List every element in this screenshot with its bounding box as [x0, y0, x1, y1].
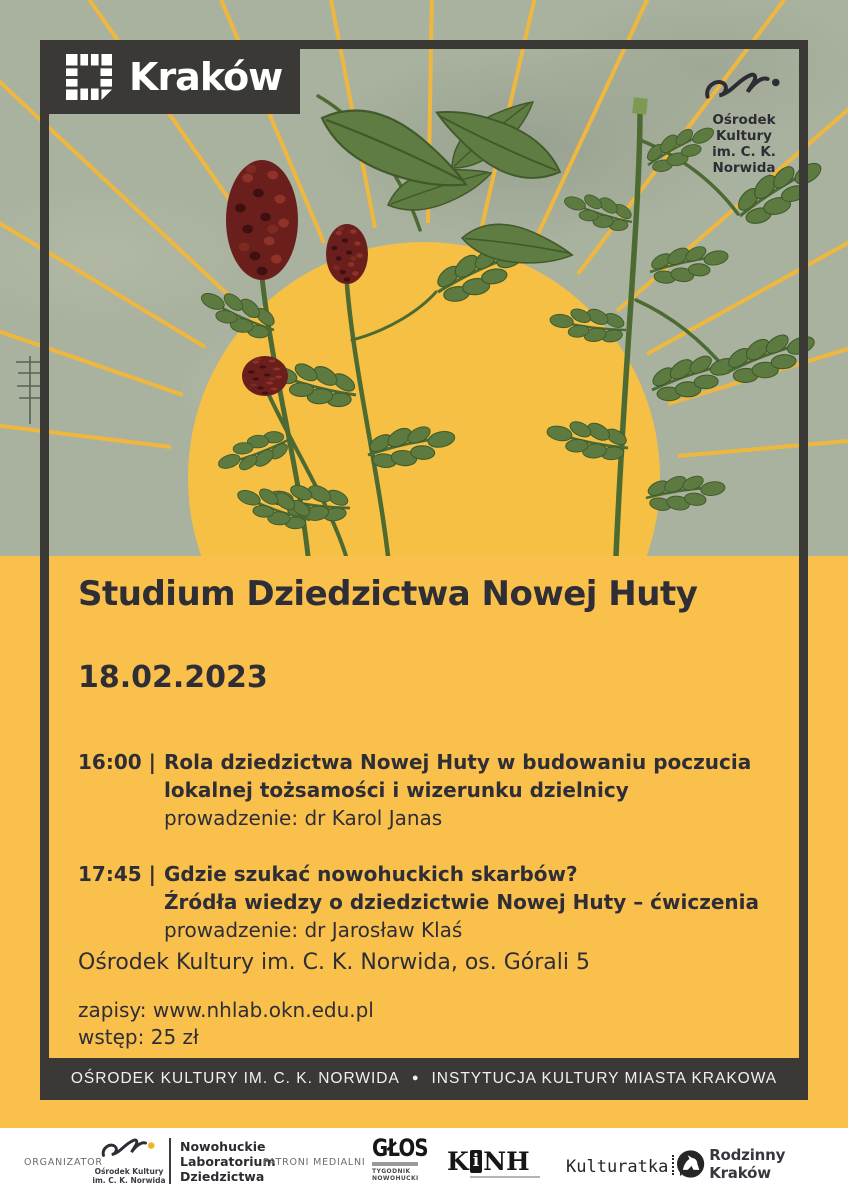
footer-divider [169, 1138, 171, 1184]
okn-footer-line1: Ośrodek Kultury [94, 1167, 164, 1176]
rodzinny-krakow-dragon-icon [676, 1149, 705, 1179]
session-2-time: 17:45 | [78, 862, 156, 886]
session-1-title-line1: Rola dziedzictwa Nowej Huty w budowaniu poczucia [164, 750, 752, 774]
session-2-presenter: prowadzenie: dr Jarosław Klaś [164, 918, 463, 942]
session-2-title-line1: Gdzie szukać nowohuckich skarbów? [164, 862, 578, 886]
kinh-part1: K [447, 1147, 469, 1176]
session-2 [78, 860, 759, 944]
venue-address: Ośrodek Kultury im. C. K. Norwida, os. Górali 5 [78, 950, 590, 975]
krakow-city-logo [40, 40, 300, 114]
kinh-logo [447, 1147, 530, 1176]
nld-line2: Laboratorium [180, 1154, 276, 1169]
session-1-presenter: prowadzenie: dr Karol Janas [164, 806, 443, 830]
glos-logo [372, 1136, 430, 1182]
admission-fee: wstęp: 25 zł [78, 1025, 199, 1049]
session-1-time: 16:00 | [78, 750, 156, 774]
rodzinny-krakow-logo [676, 1146, 848, 1182]
glos-bar [372, 1162, 418, 1166]
media-patrons-label: PATRONI MEDIALNI [263, 1157, 366, 1168]
okn-name-line2: im. C. K. Norwida [712, 144, 776, 176]
nld-line1: Nowohuckie [180, 1139, 266, 1154]
event-date: 18.02.2023 [78, 660, 268, 695]
nld-line3: Dziedzictwa [180, 1169, 265, 1184]
rodzinny-krakow-name: Rodzinny Kraków [709, 1146, 786, 1182]
glos-title: GŁOS [372, 1134, 428, 1162]
okn-footer-logo [92, 1134, 166, 1185]
session-2-title-line2: Źródła wiedzy o dziedzictwie Nowej Huty – ćwiczenia [164, 890, 759, 914]
organizer-label: ORGANIZATOR [24, 1157, 103, 1168]
institution-bar [40, 1058, 808, 1100]
krakow-wordmark: Kraków [129, 55, 283, 99]
kinh-part2: i [470, 1150, 482, 1173]
kinh-subline [470, 1176, 540, 1178]
okn-signature-icon [100, 1134, 158, 1162]
session-1-title-line2: lokalnej tożsamości i wizerunku dzielnicy [164, 778, 629, 802]
okn-signature-icon [701, 66, 787, 106]
institution-bar-right: INSTYTUCJA KULTURY MIASTA KRAKOWA [431, 1070, 778, 1087]
krakow-tile-icon [66, 54, 112, 100]
nowa-huta-buildings-photo [0, 400, 848, 556]
page-title: Studium Dziedzictwa Nowej Huty [78, 574, 698, 614]
nld-logo [180, 1139, 275, 1184]
institution-bar-left: OŚRODEK KULTURY IM. C. K. NORWIDA [70, 1070, 400, 1087]
okn-name-line1: Ośrodek Kultury [712, 112, 776, 144]
kulturatka-left: Kulturatka [566, 1157, 669, 1177]
kulturatka-dotted-separator [672, 1155, 674, 1175]
bullet-separator-icon: ● [411, 1072, 420, 1084]
okn-logo [688, 66, 800, 176]
glos-sub1: TYGODNIK [372, 1168, 411, 1175]
okn-footer-line2: im. C. K. Norwida [92, 1176, 166, 1185]
registration-url: zapisy: www.nhlab.okn.edu.pl [78, 998, 374, 1022]
kinh-part3: NH [483, 1147, 530, 1176]
session-1 [78, 748, 751, 832]
glos-sub2: NOWOHUCKI [372, 1175, 419, 1182]
